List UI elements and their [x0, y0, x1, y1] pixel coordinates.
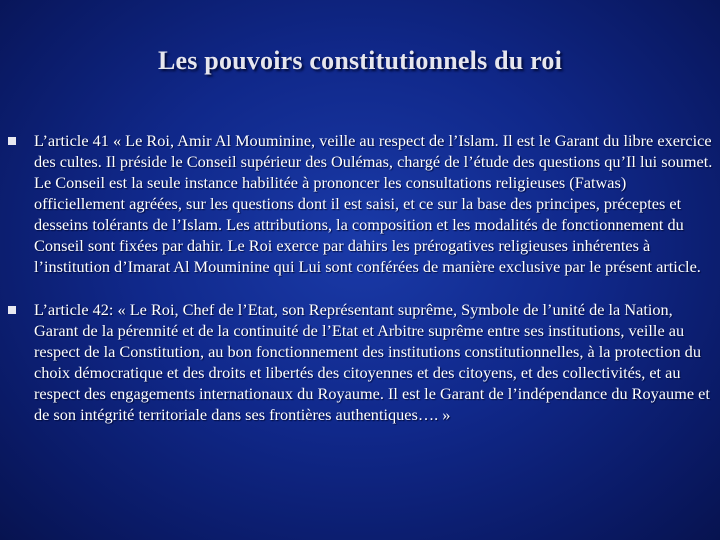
bullet-text: L’article 42: « Le Roi, Chef de l’Etat, son Représentant suprême, Symbole de l’unité de la Nation, Garant de la pérennité et de la continuité de l’Etat et Arbitre suprême entre ses institutions, veille au respect de la Constitution, au bon fonctionnement des institutions constitutionnelles, à la protection du choix démocratique et des droits et libertés des citoyennes et des citoyens, et des collectivités, et au respect des engagements internationaux du Royaume. Il est le Garant de l’indépendance du Royaume et de son intégrité territoriale dans ses frontières authentiques…. »: [34, 300, 710, 424]
slide-title: Les pouvoirs constitutionnels du roi: [157, 46, 563, 75]
square-bullet-icon: [8, 137, 16, 145]
bullet-list: [8, 130, 714, 447]
bullet-item-article-41: [8, 130, 714, 277]
square-bullet-icon: [8, 306, 16, 314]
bullet-item-article-42: [8, 299, 714, 425]
bullet-text: L’article 41 « Le Roi, Amir Al Mouminine, veille au respect de l’Islam. Il est le Garant du libre exercice des cultes. Il préside le Conseil supérieur des Oulémas, chargé de l’étude des questions qu’Il lui soumet. Le Conseil est la seule instance habilitée à prononcer les consultations religieuses (Fatwas) officiellement agréées, sur les questions dont il est saisi, et ce sur la base des principes, préceptes et desseins tolérants de l’Islam. Les attributions, la composition et les modalités de fonctionnement du Conseil sont fixées par dahir. Le Roi exerce par dahirs les prérogatives religieuses inhérentes à l’institution d’Imarat Al Mouminine qui Lui sont conférées de manière exclusive par le présent article.: [34, 131, 713, 276]
